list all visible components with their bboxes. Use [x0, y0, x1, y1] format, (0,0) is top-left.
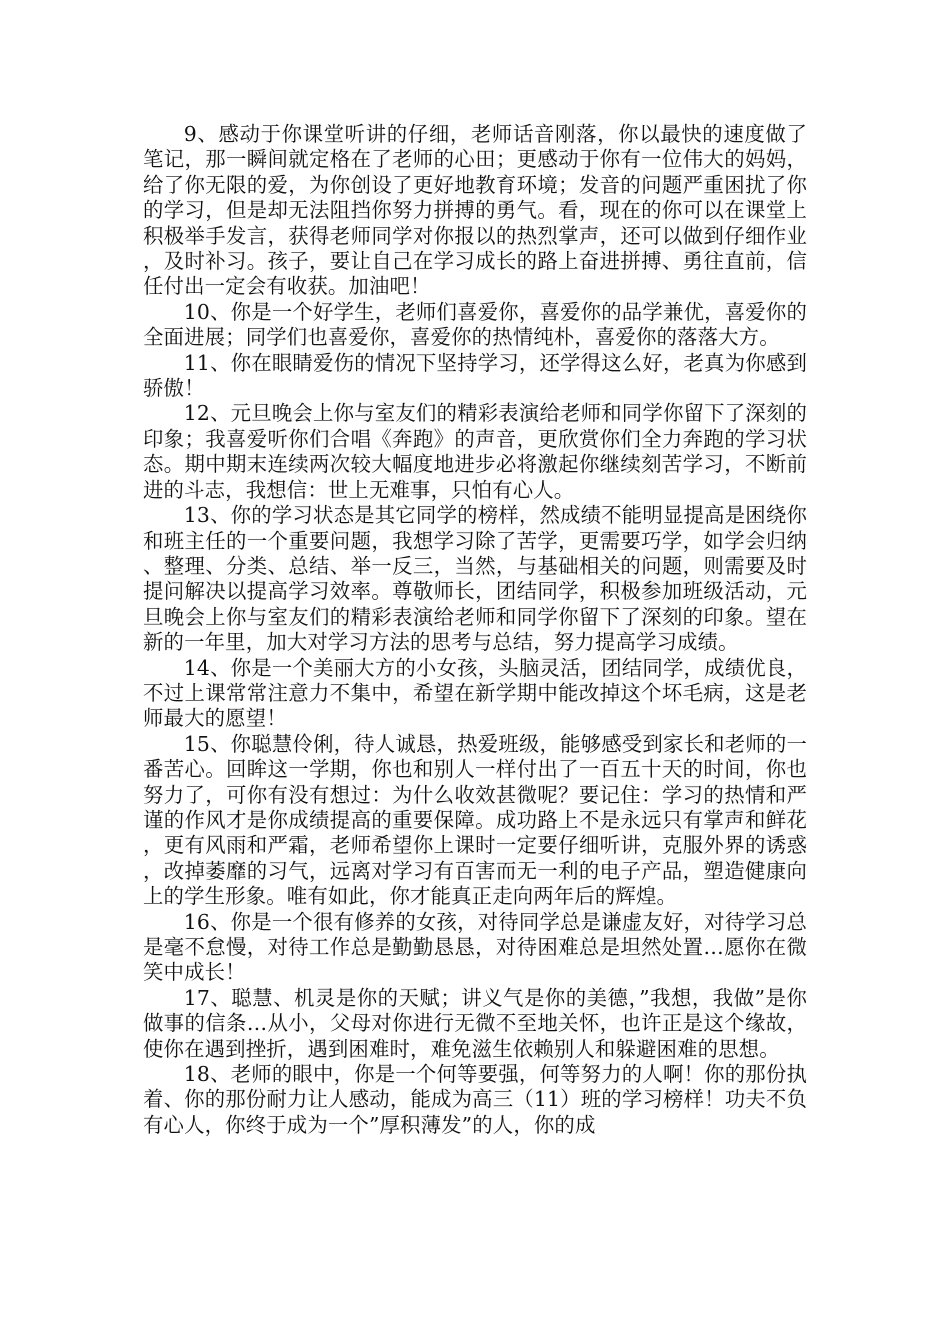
comment-paragraph-9: 9、感动于你课堂听讲的仔细，老师话音刚落，你以最快的速度做了笔记，那一瞬间就定格在了老师的心田；更感动于你有一位伟大的妈妈，给了你无限的爱，为你创设了更好地教育环境；发音的问题严重困扰了你的学习，但是却无法阻挡你努力拼搏的勇气。看，现在的你可以在课堂上积极举手发言，获得老师同学对你报以的热烈掌声，还可以做到仔细作业，及时补习。孩子，要让自己在学习成长的路上奋进拼搏、勇往直前，信任付出一定会有收获。加油吧！: [143, 122, 807, 299]
comment-paragraph-13: 13、你的学习状态是其它同学的榜样，然成绩不能明显提高是困绕你和班主任的一个重要问题，我想学习除了苦学，更需要巧学，如学会归纳、整理、分类、总结、举一反三，当然，与基础相关的问题，则需要及时提问解决以提高学习效率。尊敬师长，团结同学，积极参加班级活动，元旦晚会上你与室友们的精彩表演给老师和同学你留下了深刻的印象。望在新的一年里，加大对学习方法的思考与总结，努力提高学习成绩。: [143, 503, 807, 655]
document-body: [143, 122, 807, 1138]
comment-paragraph-17: 17、聪慧、机灵是你的天赋；讲义气是你的美德，”我想，我做”是你做事的信条…从小，父母对你进行无微不至地关怀，也许正是这个缘故，使你在遇到挫折，遇到困难时，难免滋生依赖别人和躲避困难的思想。: [143, 985, 807, 1061]
comment-paragraph-10: 10、你是一个好学生，老师们喜爱你，喜爱你的品学兼优，喜爱你的全面进展；同学们也喜爱你，喜爱你的热情纯朴，喜爱你的落落大方。: [143, 299, 807, 350]
comment-paragraph-11: 11、你在眼睛爱伤的情况下坚持学习，还学得这么好，老真为你感到骄傲！: [143, 350, 807, 401]
comment-paragraph-12: 12、元旦晚会上你与室友们的精彩表演给老师和同学你留下了深刻的印象；我喜爱听你们合唱《奔跑》的声音，更欣赏你们全力奔跑的学习状态。期中期末连续两次较大幅度地进步必将激起你继续刻苦学习，不断前进的斗志，我想信：世上无难事，只怕有心人。: [143, 401, 807, 502]
comment-paragraph-16: 16、你是一个很有修养的女孩，对待同学总是谦虚友好，对待学习总是毫不怠慢，对待工作总是勤勤恳恳，对待困难总是坦然处置…愿你在微笑中成长！: [143, 909, 807, 985]
comment-paragraph-15: 15、你聪慧伶俐，待人诚恳，热爱班级，能够感受到家长和老师的一番苦心。回眸这一学期，你也和别人一样付出了一百五十天的时间，你也努力了，可你有没有想过：为什么收效甚微呢？要记住：学习的热情和严谨的作风才是你成绩提高的重要保障。成功路上不是永远只有掌声和鲜花，更有风雨和严霜，老师希望你上课时一定要仔细听讲，克服外界的诱惑，改掉萎靡的习气，远离对学习有百害而无一利的电子产品，塑造健康向上的学生形象。唯有如此，你才能真正走向两年后的辉煌。: [143, 731, 807, 909]
comment-paragraph-18: 18、老师的眼中，你是一个何等要强，何等努力的人啊！你的那份执着、你的那份耐力让人感动，能成为高三（11）班的学习榜样！功夫不负有心人，你终于成为一个”厚积薄发”的人，你的成: [143, 1062, 807, 1137]
comment-paragraph-14: 14、你是一个美丽大方的小女孩，头脑灵活，团结同学，成绩优良，不过上课常常注意力不集中，希望在新学期中能改掉这个坏毛病，这是老师最大的愿望！: [143, 655, 807, 731]
